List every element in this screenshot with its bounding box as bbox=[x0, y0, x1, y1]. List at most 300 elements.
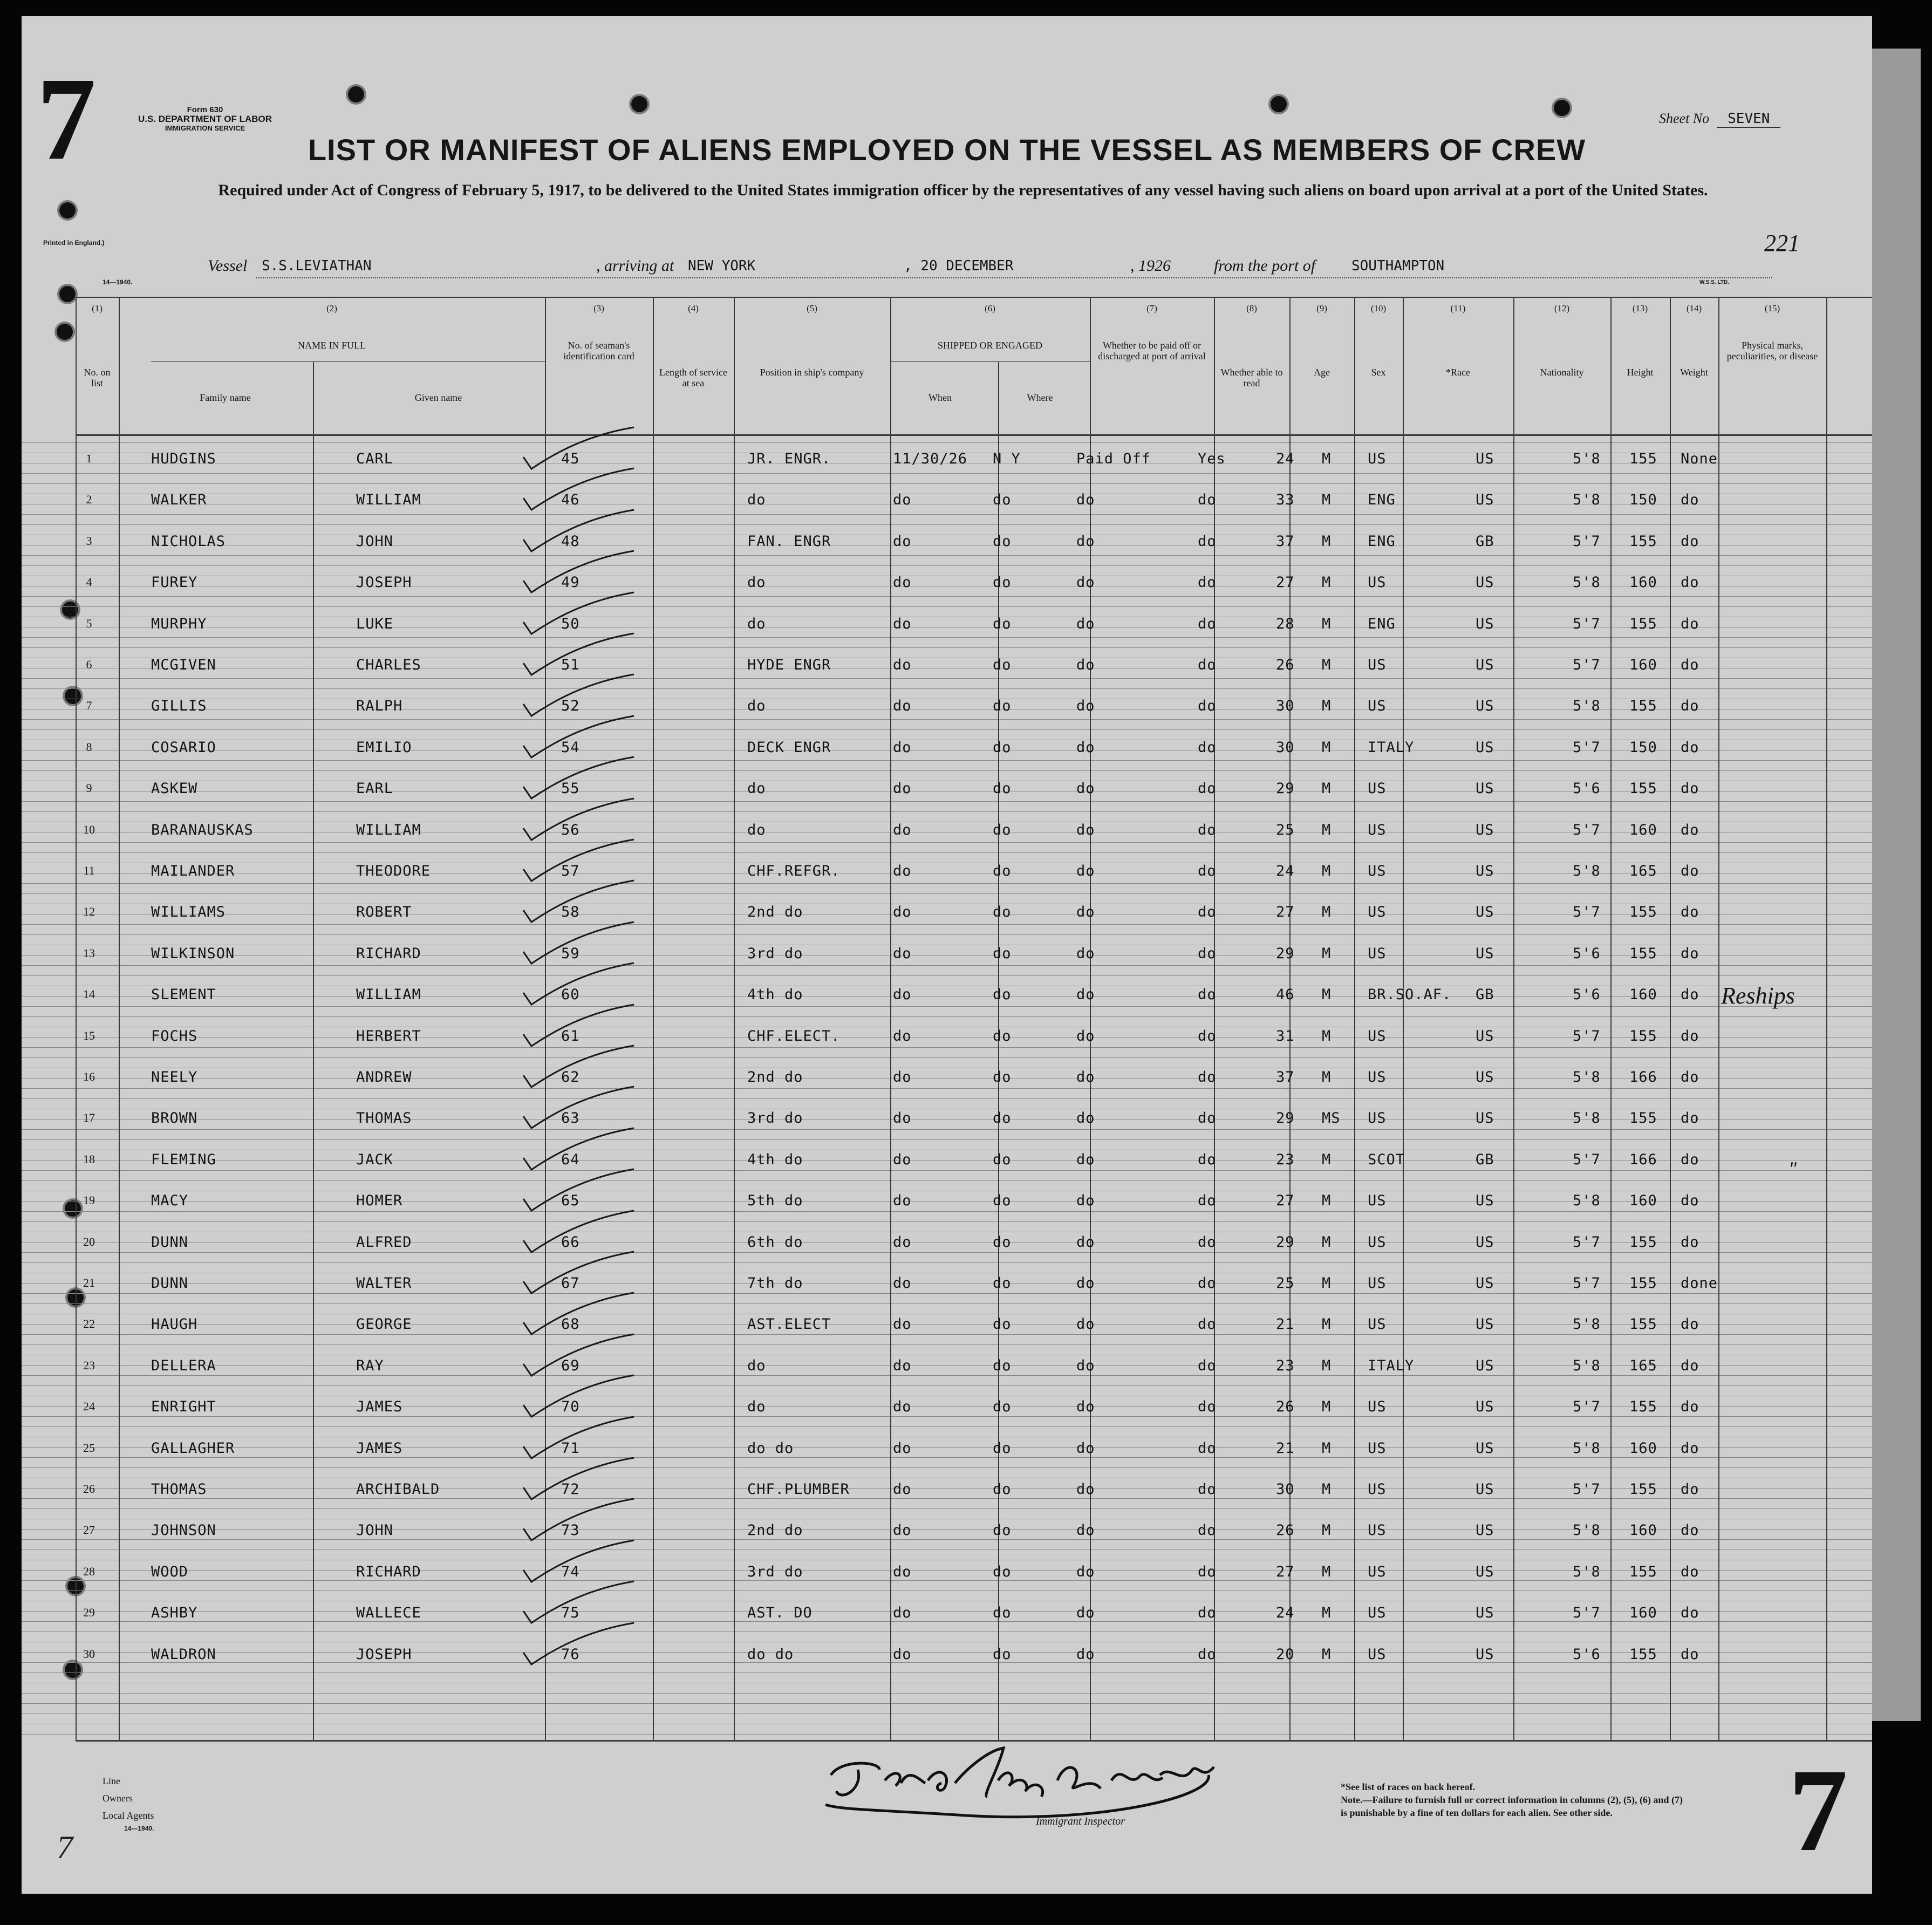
punch-hole bbox=[1554, 100, 1570, 116]
cell-given: EARL bbox=[356, 780, 394, 797]
row-rule bbox=[22, 637, 1872, 638]
cell-family: MURPHY bbox=[151, 615, 207, 632]
sheet-number-field bbox=[1659, 111, 1780, 127]
cell-marks: do bbox=[1681, 1398, 1699, 1416]
cell-family: MACY bbox=[151, 1192, 189, 1210]
cell-given: WILLIAM bbox=[356, 821, 421, 838]
cell-position: CHF.REFGR. bbox=[747, 863, 841, 879]
cell-height: 5'7 bbox=[1573, 904, 1601, 921]
cell-card: 61 bbox=[561, 1027, 580, 1045]
cell-weight: 155 bbox=[1629, 1563, 1657, 1580]
cell-sex: M bbox=[1322, 615, 1332, 632]
cell-card: 75 bbox=[561, 1605, 580, 1622]
cell-paid: do bbox=[1076, 1110, 1095, 1127]
cell-race: US bbox=[1368, 1481, 1387, 1498]
cell-family: SLEMENT bbox=[151, 986, 216, 1004]
cell-nationality: US bbox=[1476, 1069, 1494, 1086]
cell-race: US bbox=[1368, 450, 1387, 467]
row-rule bbox=[22, 1426, 1872, 1427]
row-rule bbox=[22, 1098, 1872, 1099]
row-rule bbox=[22, 1293, 1872, 1294]
column-number: (6) bbox=[985, 303, 995, 313]
cell-paid: do bbox=[1076, 1192, 1095, 1210]
cell-no: 21 bbox=[83, 1276, 95, 1289]
cell-marks: do bbox=[1681, 1027, 1699, 1045]
cell-read: do bbox=[1198, 863, 1217, 879]
cell-sex: M bbox=[1322, 1069, 1332, 1086]
cell-card: 51 bbox=[561, 657, 580, 673]
cell-given: JAMES bbox=[356, 1439, 403, 1457]
cell-given: WALLECE bbox=[356, 1605, 421, 1622]
footer-print-code: 14—1940. bbox=[124, 1825, 154, 1832]
cell-race: US bbox=[1368, 1110, 1387, 1127]
cell-paid: do bbox=[1076, 821, 1095, 838]
cell-marks: None bbox=[1681, 450, 1718, 467]
cell-where: do bbox=[993, 1316, 1012, 1333]
cell-height: 5'8 bbox=[1573, 1316, 1601, 1333]
cell-when: do bbox=[893, 904, 912, 921]
cell-weight: 155 bbox=[1629, 1027, 1657, 1045]
cell-when: do bbox=[893, 986, 912, 1004]
cell-given: THOMAS bbox=[356, 1110, 412, 1127]
cell-given: RICHARD bbox=[356, 1563, 421, 1580]
cell-marks: do bbox=[1681, 1522, 1699, 1539]
cell-race: US bbox=[1368, 657, 1387, 673]
cell-nationality: US bbox=[1476, 1522, 1494, 1539]
cell-where: do bbox=[993, 1233, 1012, 1251]
column-header: No. of seaman's identification card bbox=[563, 340, 634, 361]
cell-no: 1 bbox=[86, 452, 92, 465]
cell-paid: do bbox=[1076, 1481, 1095, 1498]
cell-card: 73 bbox=[561, 1522, 580, 1539]
cell-race: ITALY bbox=[1368, 1357, 1415, 1374]
cell-given: WILLIAM bbox=[356, 492, 421, 509]
column-number: (9) bbox=[1316, 303, 1327, 313]
cell-position: do bbox=[747, 574, 766, 591]
cell-family: MAILANDER bbox=[151, 863, 235, 879]
cell-sex: M bbox=[1322, 533, 1332, 550]
row-rule bbox=[22, 801, 1872, 802]
cell-given: THEODORE bbox=[356, 863, 431, 879]
handwritten-ditto-mark: " bbox=[1788, 1158, 1797, 1179]
cell-position: JR. ENGR. bbox=[747, 450, 831, 467]
cell-when: do bbox=[893, 1151, 912, 1168]
cell-where: do bbox=[993, 698, 1012, 715]
cell-where: do bbox=[993, 945, 1012, 962]
cell-sex: M bbox=[1322, 1646, 1332, 1663]
footer-notes bbox=[1341, 1780, 1772, 1819]
column-subheader: Given name bbox=[414, 392, 462, 403]
cell-family: COSARIO bbox=[151, 739, 216, 756]
cell-paid: do bbox=[1076, 904, 1095, 921]
cell-where: do bbox=[993, 1563, 1012, 1580]
cell-card: 71 bbox=[561, 1439, 580, 1457]
cell-height: 5'7 bbox=[1573, 739, 1601, 756]
row-rule bbox=[22, 965, 1872, 966]
cell-card: 46 bbox=[561, 492, 580, 509]
cell-where: do bbox=[993, 1439, 1012, 1457]
cell-where: do bbox=[993, 615, 1012, 632]
department-name: U.S. DEPARTMENT OF LABOR bbox=[138, 114, 272, 124]
cell-nationality: US bbox=[1476, 1398, 1494, 1416]
cell-height: 5'8 bbox=[1573, 1563, 1601, 1580]
row-rule bbox=[22, 760, 1872, 761]
cell-family: NICHOLAS bbox=[151, 533, 226, 550]
cell-where: do bbox=[993, 780, 1012, 797]
row-rule bbox=[22, 975, 1872, 976]
column-header: Weight bbox=[1680, 367, 1708, 378]
row-rule bbox=[22, 1170, 1872, 1171]
cell-family: JOHNSON bbox=[151, 1522, 216, 1539]
cell-given: GEORGE bbox=[356, 1316, 412, 1333]
cell-paid: do bbox=[1076, 986, 1095, 1004]
cell-age: 37 bbox=[1276, 1069, 1295, 1086]
cell-read: do bbox=[1198, 574, 1217, 591]
cell-marks: do bbox=[1681, 1481, 1699, 1498]
cell-no: 3 bbox=[86, 534, 92, 548]
cell-no: 22 bbox=[83, 1317, 95, 1331]
cell-age: 37 bbox=[1276, 533, 1295, 550]
cell-card: 63 bbox=[561, 1110, 580, 1127]
cell-read: do bbox=[1198, 986, 1217, 1004]
column-header: Nationality bbox=[1540, 367, 1584, 378]
column-rule bbox=[1610, 297, 1612, 1740]
cell-sex: M bbox=[1322, 1481, 1332, 1498]
row-rule bbox=[22, 473, 1872, 474]
manifest-title: LIST OR MANIFEST OF ALIENS EMPLOYED ON THE VESSEL AS MEMBERS OF CREW bbox=[308, 133, 1586, 167]
cell-age: 25 bbox=[1276, 1275, 1295, 1292]
row-rule bbox=[22, 1508, 1872, 1509]
cell-when: do bbox=[893, 1481, 912, 1498]
cell-weight: 155 bbox=[1629, 533, 1657, 550]
cell-paid: do bbox=[1076, 657, 1095, 673]
cell-family: HUDGINS bbox=[151, 450, 216, 467]
cell-marks: do bbox=[1681, 1192, 1699, 1210]
cell-marks: do bbox=[1681, 821, 1699, 838]
cell-weight: 155 bbox=[1629, 1110, 1657, 1127]
cell-card: 59 bbox=[561, 945, 580, 962]
cell-nationality: US bbox=[1476, 904, 1494, 921]
cell-position: 3rd do bbox=[747, 1563, 803, 1580]
cell-sex: M bbox=[1322, 1151, 1332, 1168]
column-number: (14) bbox=[1686, 303, 1702, 313]
cell-race: US bbox=[1368, 1192, 1387, 1210]
column-header: Length of service at sea bbox=[659, 367, 727, 388]
cell-card: 65 bbox=[561, 1192, 580, 1210]
cell-sex: M bbox=[1322, 492, 1332, 509]
column-rule bbox=[653, 297, 654, 1740]
cell-sex: M bbox=[1322, 1316, 1332, 1333]
owners-label: Owners bbox=[103, 1793, 133, 1804]
column-number: (12) bbox=[1554, 303, 1570, 313]
column-rule bbox=[1513, 297, 1514, 1740]
cell-where: do bbox=[993, 492, 1012, 509]
cell-height: 5'8 bbox=[1573, 698, 1601, 715]
column-number: (10) bbox=[1370, 303, 1387, 313]
row-rule bbox=[22, 1139, 1872, 1140]
cell-card: 76 bbox=[561, 1646, 580, 1663]
cell-weight: 155 bbox=[1629, 1481, 1657, 1498]
cell-read: do bbox=[1198, 821, 1217, 838]
cell-given: RALPH bbox=[356, 698, 403, 715]
cell-sex: M bbox=[1322, 1439, 1332, 1457]
cell-family: WILKINSON bbox=[151, 945, 235, 962]
cell-no: 16 bbox=[83, 1070, 95, 1083]
cell-family: BARANAUSKAS bbox=[151, 821, 254, 838]
cell-given: JOSEPH bbox=[356, 1646, 412, 1663]
service-name: IMMIGRATION SERVICE bbox=[165, 124, 245, 132]
cell-read: do bbox=[1198, 1027, 1217, 1045]
cell-weight: 155 bbox=[1629, 945, 1657, 962]
cell-position: AST. DO bbox=[747, 1605, 813, 1622]
punch-hole bbox=[65, 1662, 81, 1678]
cell-given: JACK bbox=[356, 1151, 394, 1168]
cell-where: do bbox=[993, 904, 1012, 921]
row-rule bbox=[22, 1016, 1872, 1017]
cell-where: do bbox=[993, 1069, 1012, 1086]
cell-height: 5'7 bbox=[1573, 615, 1601, 632]
row-rule bbox=[22, 1211, 1872, 1212]
row-rule bbox=[22, 1344, 1872, 1345]
cell-when: do bbox=[893, 1522, 912, 1539]
cell-paid: do bbox=[1076, 1275, 1095, 1292]
cell-when: do bbox=[893, 945, 912, 962]
cell-height: 5'6 bbox=[1573, 1646, 1601, 1663]
cell-read: do bbox=[1198, 1522, 1217, 1539]
cell-no: 13 bbox=[83, 946, 95, 960]
cell-position: do bbox=[747, 1357, 766, 1374]
row-rule bbox=[22, 1590, 1872, 1591]
form-id-block bbox=[124, 105, 286, 133]
cell-family: DUNN bbox=[151, 1275, 189, 1292]
row-rule bbox=[22, 1221, 1872, 1222]
cell-race: ENG bbox=[1368, 615, 1396, 632]
cell-read: do bbox=[1198, 1233, 1217, 1251]
cell-when: do bbox=[893, 1069, 912, 1086]
cell-no: 24 bbox=[83, 1400, 95, 1414]
cell-race: US bbox=[1368, 904, 1387, 921]
cell-age: 30 bbox=[1276, 698, 1295, 715]
cell-weight: 160 bbox=[1629, 821, 1657, 838]
cell-nationality: GB bbox=[1476, 533, 1494, 550]
cell-no: 23 bbox=[83, 1358, 95, 1372]
cell-position: do bbox=[747, 1398, 766, 1416]
cell-card: 55 bbox=[561, 780, 580, 797]
cell-position: 4th do bbox=[747, 986, 803, 1004]
cell-weight: 150 bbox=[1629, 492, 1657, 509]
cell-height: 5'7 bbox=[1573, 1605, 1601, 1622]
cell-race: BR.SO.AF. bbox=[1368, 986, 1452, 1004]
cell-race: US bbox=[1368, 1398, 1387, 1416]
column-header: Whether to be paid off or discharged at port of arrival bbox=[1098, 340, 1206, 361]
departure-port: SOUTHAMPTON bbox=[1351, 258, 1445, 274]
row-rule bbox=[22, 770, 1872, 771]
cell-where: do bbox=[993, 1192, 1012, 1210]
cell-weight: 166 bbox=[1629, 1151, 1657, 1168]
arrival-date: , 20 DECEMBER bbox=[904, 258, 1014, 274]
column-rule bbox=[119, 297, 120, 1740]
cell-where: N Y bbox=[993, 450, 1021, 467]
row-rule bbox=[22, 842, 1872, 843]
cell-card: 74 bbox=[561, 1563, 580, 1580]
cell-family: GALLAGHER bbox=[151, 1439, 235, 1457]
cell-age: 30 bbox=[1276, 1481, 1295, 1498]
cell-marks: do bbox=[1681, 1563, 1699, 1580]
cell-weight: 155 bbox=[1629, 698, 1657, 715]
cell-weight: 166 bbox=[1629, 1069, 1657, 1086]
column-rule bbox=[1718, 297, 1719, 1740]
column-header: Whether able to read bbox=[1220, 367, 1283, 388]
cell-nationality: US bbox=[1476, 1110, 1494, 1127]
cell-when: do bbox=[893, 574, 912, 591]
cell-family: WALKER bbox=[151, 492, 207, 509]
row-rule bbox=[22, 852, 1872, 853]
cell-no: 18 bbox=[83, 1152, 95, 1166]
row-rule bbox=[22, 893, 1872, 894]
cell-weight: 160 bbox=[1629, 986, 1657, 1004]
row-rule bbox=[22, 934, 1872, 935]
local-agents-label: Local Agents bbox=[103, 1810, 154, 1821]
handwritten-margin-number: 7 bbox=[57, 1830, 73, 1865]
cell-given: RAY bbox=[356, 1357, 384, 1374]
tally-check-mark bbox=[521, 1620, 639, 1669]
cell-position: 2nd do bbox=[747, 1522, 803, 1539]
cell-weight: 165 bbox=[1629, 1357, 1657, 1374]
row-rule bbox=[22, 1416, 1872, 1417]
cell-sex: M bbox=[1322, 1398, 1332, 1416]
cell-race: US bbox=[1368, 1316, 1387, 1333]
cell-read: do bbox=[1198, 657, 1217, 673]
cell-no: 14 bbox=[83, 987, 95, 1001]
cell-when: do bbox=[893, 533, 912, 550]
cell-marks: do bbox=[1681, 1605, 1699, 1622]
cell-position: CHF.ELECT. bbox=[747, 1027, 841, 1045]
cell-age: 27 bbox=[1276, 904, 1295, 921]
column-header: *Race bbox=[1446, 367, 1470, 378]
cell-nationality: US bbox=[1476, 1233, 1494, 1251]
manifest-subtitle: Required under Act of Congress of February 5, 1917, to be delivered to the United States immigration officer by the representatives of any vessel having such aliens on board upon arrival at a port of the United States. bbox=[218, 181, 1708, 199]
row-rule bbox=[22, 483, 1872, 484]
cell-nationality: US bbox=[1476, 780, 1494, 797]
cell-no: 17 bbox=[83, 1111, 95, 1125]
cell-card: 68 bbox=[561, 1316, 580, 1333]
cell-height: 5'7 bbox=[1573, 1151, 1601, 1168]
arrival-port: NEW YORK bbox=[688, 258, 756, 274]
column-subheader: Where bbox=[1027, 392, 1053, 403]
cell-read: do bbox=[1198, 1439, 1217, 1457]
cell-race: US bbox=[1368, 821, 1387, 838]
punch-hole bbox=[631, 96, 647, 112]
cell-read: do bbox=[1198, 1563, 1217, 1580]
cell-weight: 160 bbox=[1629, 574, 1657, 591]
cell-paid: do bbox=[1076, 1522, 1095, 1539]
form-number: Form 630 bbox=[187, 105, 223, 114]
cell-where: do bbox=[993, 1605, 1012, 1622]
cell-read: do bbox=[1198, 1151, 1217, 1168]
column-number: (1) bbox=[92, 303, 103, 313]
cell-card: 54 bbox=[561, 739, 580, 756]
row-rule bbox=[22, 565, 1872, 566]
cell-paid: do bbox=[1076, 533, 1095, 550]
cell-nationality: US bbox=[1476, 863, 1494, 879]
cell-marks: do bbox=[1681, 657, 1699, 673]
cell-card: 50 bbox=[561, 615, 580, 632]
row-rule bbox=[22, 1693, 1872, 1694]
cell-sex: M bbox=[1322, 1275, 1332, 1292]
cell-paid: do bbox=[1076, 615, 1095, 632]
row-rule bbox=[22, 924, 1872, 925]
cell-race: US bbox=[1368, 1069, 1387, 1086]
cell-paid: do bbox=[1076, 1151, 1095, 1168]
cell-height: 5'8 bbox=[1573, 1522, 1601, 1539]
cell-paid: do bbox=[1076, 1563, 1095, 1580]
arrival-year: , 1926 bbox=[1130, 257, 1171, 275]
column-number: (11) bbox=[1450, 303, 1466, 313]
column-rule bbox=[890, 297, 891, 1740]
cell-sex: M bbox=[1322, 986, 1332, 1004]
cell-race: ENG bbox=[1368, 533, 1396, 550]
shipped-subheader-rule bbox=[890, 361, 1090, 362]
cell-height: 5'7 bbox=[1573, 1027, 1601, 1045]
cell-read: do bbox=[1198, 533, 1217, 550]
cell-where: do bbox=[993, 533, 1012, 550]
cell-sex: M bbox=[1322, 904, 1332, 921]
cell-read: do bbox=[1198, 739, 1217, 756]
column-number: (3) bbox=[593, 303, 604, 313]
row-rule bbox=[22, 1057, 1872, 1058]
cell-position: DECK ENGR bbox=[747, 739, 831, 756]
cell-no: 26 bbox=[83, 1482, 95, 1496]
cell-when: do bbox=[893, 1357, 912, 1374]
cell-when: do bbox=[893, 1110, 912, 1127]
cell-when: do bbox=[893, 615, 912, 632]
cell-position: CHF.PLUMBER bbox=[747, 1481, 850, 1498]
cell-when: do bbox=[893, 1563, 912, 1580]
cell-height: 5'7 bbox=[1573, 1233, 1601, 1251]
cell-race: SCOT bbox=[1368, 1151, 1405, 1168]
sheet-no-value: SEVEN bbox=[1717, 111, 1780, 128]
cell-marks: do bbox=[1681, 1646, 1699, 1663]
cell-age: 46 bbox=[1276, 986, 1295, 1004]
cell-age: 29 bbox=[1276, 945, 1295, 962]
cell-height: 5'8 bbox=[1573, 1069, 1601, 1086]
row-rule bbox=[22, 606, 1872, 607]
cell-no: 5 bbox=[86, 616, 92, 630]
cell-marks: do bbox=[1681, 1110, 1699, 1127]
cell-height: 5'6 bbox=[1573, 780, 1601, 797]
cell-when: do bbox=[893, 657, 912, 673]
cell-no: 6 bbox=[86, 658, 92, 671]
cell-read: do bbox=[1198, 698, 1217, 715]
cell-marks: do bbox=[1681, 1357, 1699, 1374]
cell-marks: do bbox=[1681, 1151, 1699, 1168]
cell-given: HOMER bbox=[356, 1192, 403, 1210]
cell-nationality: US bbox=[1476, 1563, 1494, 1580]
cell-family: FLEMING bbox=[151, 1151, 216, 1168]
row-rule bbox=[22, 1385, 1872, 1386]
cell-family: DUNN bbox=[151, 1233, 189, 1251]
cell-nationality: US bbox=[1476, 1027, 1494, 1045]
cell-read: do bbox=[1198, 1069, 1217, 1086]
punch-hole bbox=[348, 86, 364, 103]
cell-paid: do bbox=[1076, 698, 1095, 715]
cell-sex: M bbox=[1322, 657, 1332, 673]
cell-card: 64 bbox=[561, 1151, 580, 1168]
cell-sex: M bbox=[1322, 1605, 1332, 1622]
cell-no: 29 bbox=[83, 1606, 95, 1620]
cell-position: 3rd do bbox=[747, 945, 803, 962]
cell-age: 26 bbox=[1276, 657, 1295, 673]
